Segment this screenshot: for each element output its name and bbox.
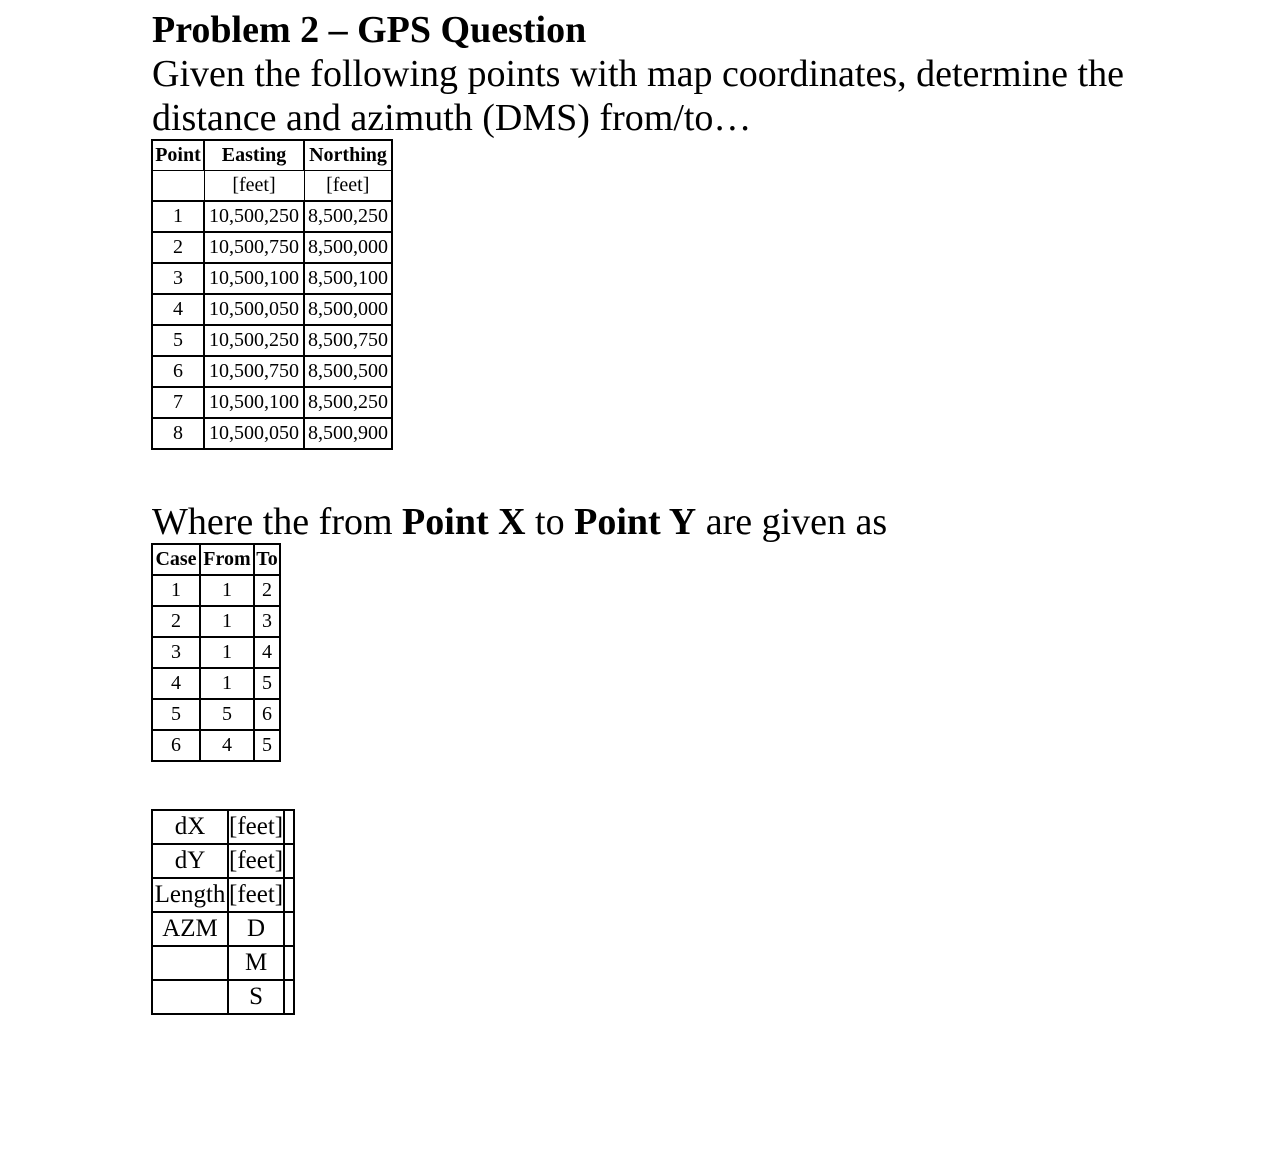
northing-value: 8,500,000 — [304, 232, 392, 263]
easting-value: 10,500,100 — [204, 263, 304, 294]
case-header-row — [152, 544, 280, 575]
unit-point — [152, 171, 204, 202]
northing-value: 8,500,250 — [304, 201, 392, 232]
to-point: 5 — [254, 730, 280, 761]
unit-easting: [feet] — [204, 171, 304, 202]
answer-cell[interactable] — [284, 946, 294, 980]
table-row — [152, 418, 392, 449]
from-point: 1 — [200, 637, 254, 668]
to-point: 3 — [254, 606, 280, 637]
header-to: To — [254, 544, 280, 575]
table-row — [152, 637, 280, 668]
point-id: 5 — [152, 325, 204, 356]
answer-table — [151, 809, 295, 1015]
northing-value: 8,500,000 — [304, 294, 392, 325]
where-statement — [152, 500, 887, 544]
answer-label — [152, 980, 228, 1014]
northing-value: 8,500,100 — [304, 263, 392, 294]
answer-unit: D — [228, 912, 284, 946]
answer-cell[interactable] — [284, 844, 294, 878]
table-row — [152, 980, 294, 1014]
answer-cell[interactable] — [284, 878, 294, 912]
from-point: 1 — [200, 606, 254, 637]
table-row — [152, 606, 280, 637]
point-y-label: Point Y — [574, 501, 697, 543]
points-units-row — [152, 171, 392, 202]
answer-label — [152, 946, 228, 980]
to-point: 2 — [254, 575, 280, 606]
table-row — [152, 730, 280, 761]
table-row — [152, 263, 392, 294]
from-point: 1 — [200, 668, 254, 699]
case-id: 3 — [152, 637, 200, 668]
points-table — [151, 139, 393, 450]
case-id: 2 — [152, 606, 200, 637]
from-point: 4 — [200, 730, 254, 761]
point-x-label: Point X — [402, 501, 526, 543]
point-id: 7 — [152, 387, 204, 418]
table-row — [152, 294, 392, 325]
answer-unit: [feet] — [228, 878, 284, 912]
table-row — [152, 575, 280, 606]
case-id: 1 — [152, 575, 200, 606]
unit-northing: [feet] — [304, 171, 392, 202]
easting-value: 10,500,050 — [204, 294, 304, 325]
table-row — [152, 668, 280, 699]
answer-unit: [feet] — [228, 844, 284, 878]
header-point: Point — [152, 140, 204, 171]
intro-line-2: distance and azimuth (DMS) from/to… — [152, 97, 752, 139]
case-id: 5 — [152, 699, 200, 730]
problem-intro — [152, 52, 1152, 140]
answer-unit: S — [228, 980, 284, 1014]
where-text-1: Where the from — [152, 501, 403, 543]
header-easting: Easting — [204, 140, 304, 171]
answer-label: dY — [152, 844, 228, 878]
easting-value: 10,500,050 — [204, 418, 304, 449]
table-row — [152, 810, 294, 844]
point-id: 4 — [152, 294, 204, 325]
point-id: 6 — [152, 356, 204, 387]
case-id: 6 — [152, 730, 200, 761]
answer-cell[interactable] — [284, 810, 294, 844]
northing-value: 8,500,750 — [304, 325, 392, 356]
point-id: 2 — [152, 232, 204, 263]
table-row — [152, 912, 294, 946]
answer-cell[interactable] — [284, 912, 294, 946]
answer-unit: [feet] — [228, 810, 284, 844]
case-table — [151, 543, 281, 762]
header-northing: Northing — [304, 140, 392, 171]
table-row — [152, 946, 294, 980]
easting-value: 10,500,750 — [204, 232, 304, 263]
point-id: 1 — [152, 201, 204, 232]
easting-value: 10,500,250 — [204, 325, 304, 356]
table-row — [152, 387, 392, 418]
table-row — [152, 844, 294, 878]
table-row — [152, 232, 392, 263]
answer-label: dX — [152, 810, 228, 844]
to-point: 5 — [254, 668, 280, 699]
intro-line-1: Given the following points with map coordinates, determine the — [152, 53, 1124, 95]
answer-cell[interactable] — [284, 980, 294, 1014]
table-row — [152, 325, 392, 356]
table-row — [152, 878, 294, 912]
table-row — [152, 201, 392, 232]
easting-value: 10,500,100 — [204, 387, 304, 418]
easting-value: 10,500,750 — [204, 356, 304, 387]
easting-value: 10,500,250 — [204, 201, 304, 232]
northing-value: 8,500,500 — [304, 356, 392, 387]
from-point: 5 — [200, 699, 254, 730]
header-case: Case — [152, 544, 200, 575]
point-id: 3 — [152, 263, 204, 294]
northing-value: 8,500,250 — [304, 387, 392, 418]
where-text-2: to — [525, 501, 575, 543]
from-point: 1 — [200, 575, 254, 606]
answer-label: Length — [152, 878, 228, 912]
point-id: 8 — [152, 418, 204, 449]
header-from: From — [200, 544, 254, 575]
answer-label: AZM — [152, 912, 228, 946]
where-text-3: are given as — [696, 501, 888, 543]
page-title: Problem 2 – GPS Question — [152, 9, 587, 51]
table-row — [152, 356, 392, 387]
table-row — [152, 699, 280, 730]
answer-unit: M — [228, 946, 284, 980]
to-point: 4 — [254, 637, 280, 668]
northing-value: 8,500,900 — [304, 418, 392, 449]
points-header-row — [152, 140, 392, 171]
case-id: 4 — [152, 668, 200, 699]
to-point: 6 — [254, 699, 280, 730]
